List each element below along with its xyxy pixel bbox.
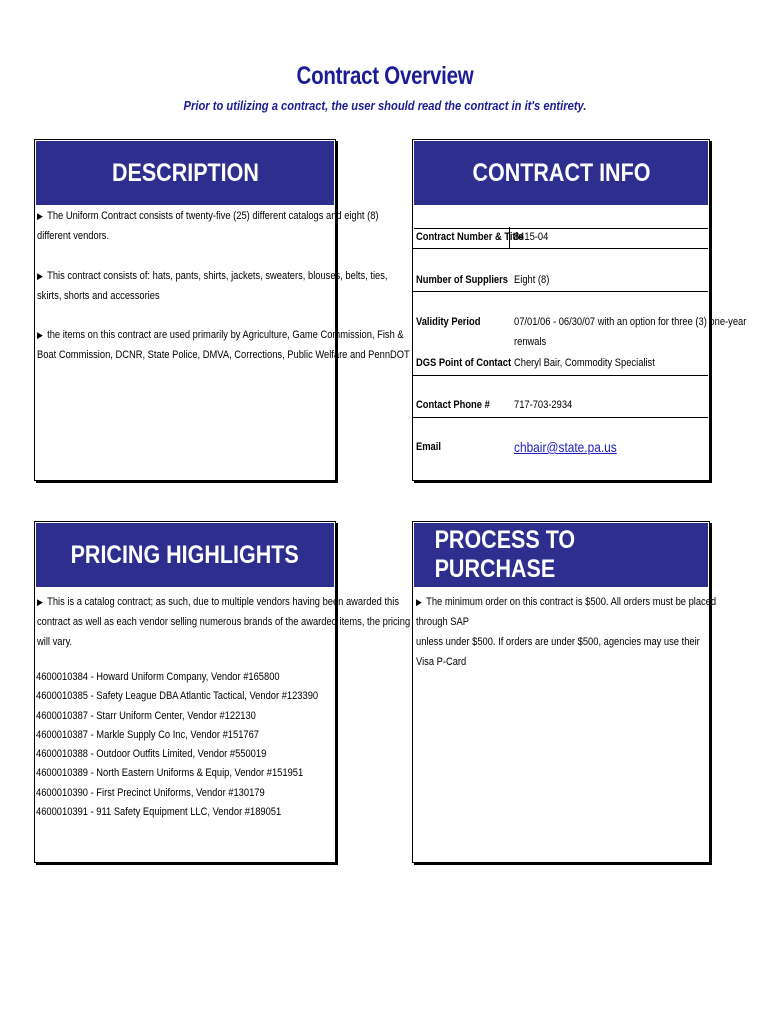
vendor-list bbox=[36, 668, 318, 822]
contract-info-heading: CONTRACT INFO bbox=[414, 141, 708, 205]
bullet-arrow-icon: ▶ bbox=[37, 211, 43, 221]
process-heading: PROCESS TO PURCHASE bbox=[414, 523, 708, 587]
list-item: 4600010391 - 911 Safety Equipment LLC, Vendor #189051 bbox=[36, 806, 282, 819]
list-item: 4600010387 - Starr Uniform Center, Vendor #122130 bbox=[36, 709, 256, 722]
contract-info-table: Contract Number & Title 8415-04 Number of Suppliers Eight (8) Validity Period 07/01/06 - 06/30/07 with an option for three (3) one-year renwals DGS Point of Contact Cheryl Bair, Commodity Specialist Contact Phone # 717-703-2934 Email chbair@state.pa.us bbox=[412, 227, 708, 479]
description-bullet-3: ▶ the items on this contract are used primarily by Agriculture, Game Commission, Fish & Boat Commission, DCNR, State Police, DMVA, Corrections, Public Welfare and PennDOT bbox=[37, 329, 410, 361]
bullet-arrow-icon: ▶ bbox=[37, 271, 43, 281]
description-bullet-1: ▶ The Uniform Contract consists of twenty-five (25) different catalogs and eight (8) different vendors. bbox=[37, 210, 379, 242]
process-text: ▶ The minimum order on this contract is $500. All orders must be placed through SAP unless under $500. If orders are under $500, agencies may use their Visa P-Card bbox=[416, 596, 717, 668]
list-item: 4600010387 - Markle Supply Co Inc, Vendor #151767 bbox=[36, 728, 260, 741]
bullet-arrow-icon: ▶ bbox=[37, 597, 43, 607]
bullet-arrow-icon: ▶ bbox=[37, 330, 43, 340]
process-panel bbox=[412, 521, 710, 863]
page-subtitle: Prior to utilizing a contract, the user should read the contract in it's entirety. bbox=[183, 98, 587, 113]
list-item: 4600010390 - First Precinct Uniforms, Vendor #130179 bbox=[36, 786, 265, 799]
email-link[interactable]: chbair@state.pa.us bbox=[514, 439, 617, 455]
description-heading: DESCRIPTION bbox=[36, 141, 334, 205]
bullet-arrow-icon: ▶ bbox=[416, 597, 422, 607]
pricing-heading: PRICING HIGHLIGHTS bbox=[36, 523, 334, 587]
description-panel bbox=[34, 139, 336, 481]
list-item: 4600010384 - Howard Uniform Company, Vendor #165800 bbox=[36, 671, 280, 683]
pricing-intro: ▶ This is a catalog contract; as such, due to multiple vendors having been awarded this contract as well as each vendor selling numerous brands of the awarded items, the pricing will vary. bbox=[37, 596, 411, 648]
list-item: 4600010388 - Outdoor Outfits Limited, Vendor #550019 bbox=[36, 748, 267, 761]
page-title: Contract Overview bbox=[296, 62, 474, 90]
list-item: 4600010389 - North Eastern Uniforms & Equip, Vendor #151951 bbox=[36, 767, 304, 780]
list-item: 4600010385 - Safety League DBA Atlantic Tactical, Vendor #123390 bbox=[36, 690, 319, 703]
description-bullet-2: ▶ This contract consists of: hats, pants, shirts, jackets, sweaters, blouses, belts, ties, skirts, shorts and accessories bbox=[37, 270, 388, 302]
